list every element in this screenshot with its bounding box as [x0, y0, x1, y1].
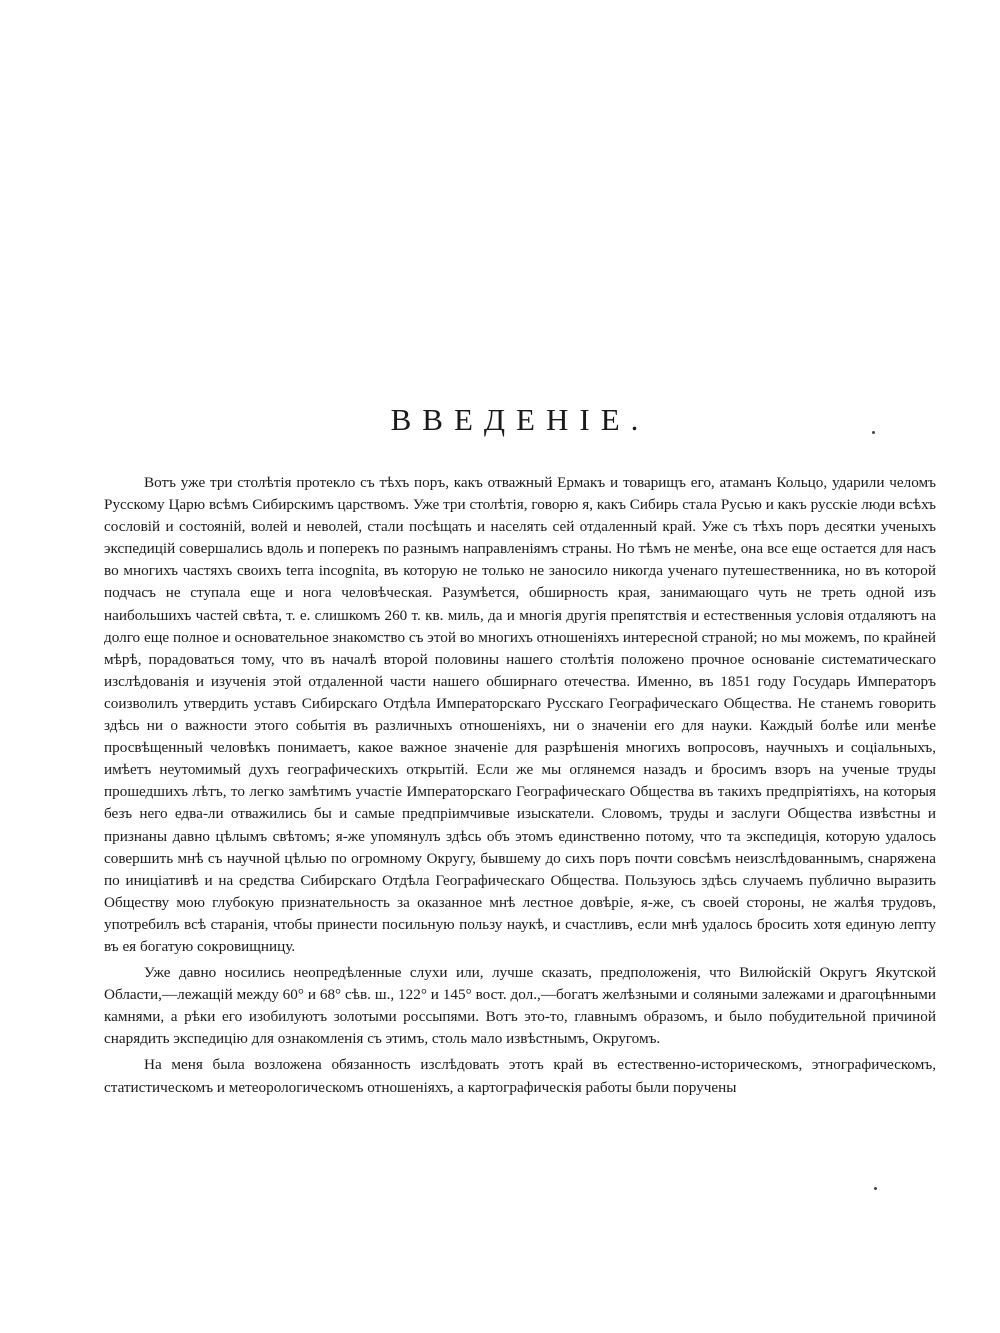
- print-speck: [872, 431, 875, 434]
- paragraph-1: Вотъ уже три столѣтія протекло съ тѣхъ поръ, какъ отважный Ермакъ и товарищъ его, атаманъ Кольцо, ударили челомъ Русскому Царю всѣмъ Сибирскимъ царствомъ. Уже три столѣтія, говорю я, какъ Сибирь стала Русью и какъ русскіе люди всѣхъ сословій и состояній, волей и неволей, стали посѣщать и населять сей отдаленный край. Уже съ тѣхъ поръ десятки ученыхъ экспедицій совершались вдоль и поперекъ по разнымъ направленіямъ страны. Но тѣмъ не менѣе, она все еще остается для насъ во многихъ частяхъ своихъ terra incognita, въ которую не только не заносило никогда ученаго путешественника, но въ которой подчасъ не ступала еще и нога человѣческая. Разумѣется, обширность края, занимающаго чуть не треть одной изъ наибольшихъ частей свѣта, т. е. слишкомъ 260 т. кв. миль, да и многія другія препятствія и естественныя условія отдаляютъ на долго еще полное и основательное знакомство съ этой во многихъ отношеніяхъ интересной страной; но мы можемъ, по крайней мѣрѣ, порадоваться тому, что въ началѣ второй половины нашего столѣтія положено прочное основаніе систематическаго изслѣдованія и изученія этой отдаленной части нашего обширнаго отечества. Именно, въ 1851 году Государь Императоръ соизволилъ утвердить уставъ Сибирскаго Отдѣла Императорскаго Русскаго Географическаго Общества. Не станемъ говорить здѣсь ни о важности этого событія въ различныхъ отношеніяхъ, ни о значеніи его для науки. Каждый болѣе или менѣе просвѣщенный человѣкъ понимаетъ, какое важное значеніе для разрѣшенія многихъ вопросовъ, научныхъ и соціальныхъ, имѣетъ неутомимый духъ географическихъ открытій. Если же мы оглянемся назадъ и бросимъ взоръ на ученые труды прошедшихъ лѣтъ, то легко замѣтимъ участіе Императорскаго Географическаго Общества въ такихъ предпріятіяхъ, на которыя безъ него едва-ли отважились бы и самые предпріимчивые изыскатели. Словомъ, труды и заслуги Общества извѣстны и признаны давно цѣлымъ свѣтомъ; я-же упомянулъ здѣсь объ этомъ единственно потому, что та экспедиція, которую удалось совершить мнѣ съ научной цѣлью по огромному Округу, бывшему до сихъ поръ почти совсѣмъ неизслѣдованнымъ, снаряжена по иниціативѣ и на средства Сибирскаго Отдѣла Географическаго Общества. Пользуюсь здѣсь случаемъ публично выразить Обществу мою глубокую признательность за оказанное мнѣ лестное довѣріе, я-же, съ своей стороны, не жалѣя трудовъ, употребилъ всѣ старанія, чтобы принести посильную пользу наукѣ, и счастливъ, если мнѣ удалось бросить хотя единую лепту въ ея богатую сокровищницу.: [104, 474, 936, 955]
- chapter-title: ВВЕДЕНІЕ.: [390, 402, 650, 437]
- body-text: [104, 472, 936, 1099]
- print-speck: [874, 1187, 877, 1190]
- paragraph-2: Уже давно носились неопредѣленные слухи или, лучше сказать, предположенія, что Вилюйскій Округъ Якутской Области,—лежащій между 60° и 68° сѣв. ш., 122° и 145° вост. дол.,—богатъ желѣзными и соляными залежами и драгоцѣнными камнями, а рѣки его изобилуютъ золотыми россыпями. Вотъ это-то, главнымъ образомъ, и было побудительной причиной снарядить экспедицію для ознакомленія съ этимъ, столь мало извѣстнымъ, Округомъ.: [104, 964, 936, 1048]
- paragraph-3: На меня была возложена обязанность изслѣдовать этотъ край въ естественно-историческомъ, этнографическомъ, статистическомъ и метеорологическомъ отношеніяхъ, а картографическія работы были поручены: [104, 1056, 936, 1096]
